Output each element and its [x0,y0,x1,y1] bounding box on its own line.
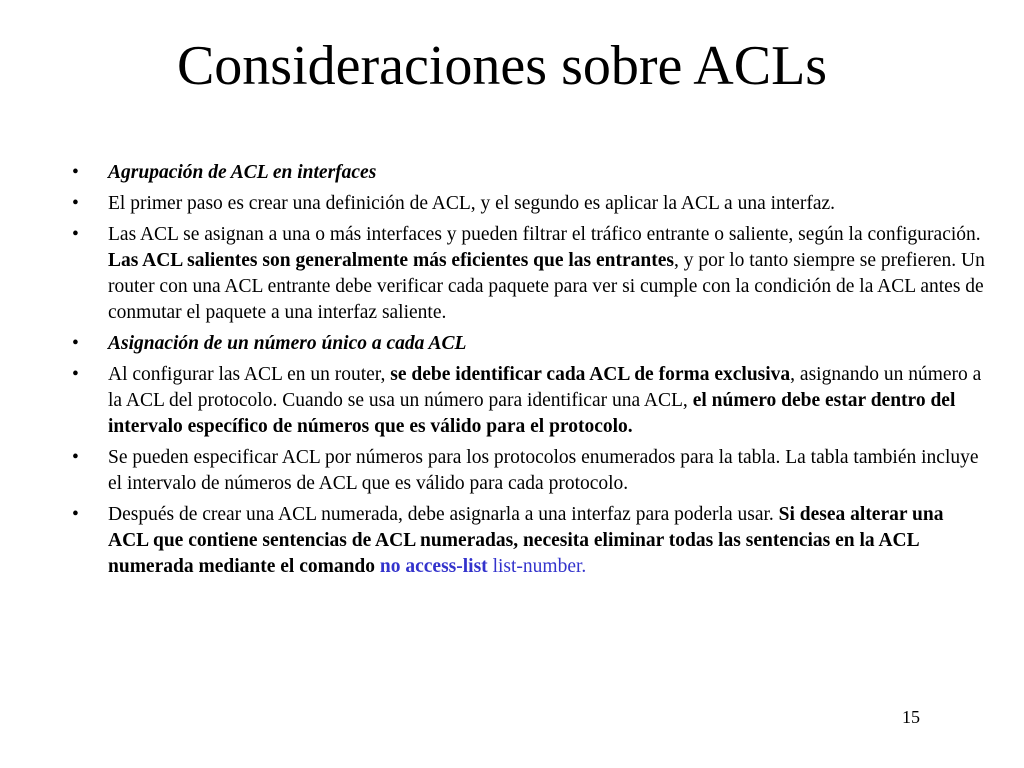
bullet-text: Se pueden especificar ACL por números para los protocolos enumerados para la tabla. La tabla también incluye el intervalo de números de ACL que es válido para cada protocolo. [108,447,979,494]
command-argument: list-number. [487,556,587,577]
bullet-item [70,222,985,326]
bullet-list [70,160,985,585]
bullet-text: , asignando un número a la ACL del protocolo. Cuando se usa un número para identificar una ACL, [108,364,982,411]
bullet-heading: Asignación de un número único a cada ACL [108,333,467,354]
bullet-item [70,445,985,497]
bullet-emphasis: se debe identificar cada ACL de forma exclusiva [390,364,791,385]
command-keyword: no access-list [379,556,488,577]
bullet-emphasis: el número debe estar dentro del intervalo específico de números que es válido para el protocolo. [108,390,956,437]
bullet-emphasis: Las ACL salientes son generalmente más eficientes que las entrantes [108,250,674,271]
bullet-item [70,331,985,357]
bullet-emphasis: Si desea alterar una ACL que contiene sentencias de ACL numeradas, necesita eliminar todas las sentencias en la ACL numerada mediante el comando [108,504,944,577]
bullet-item [70,191,985,217]
bullet-text: Después de crear una ACL numerada, debe asignarla a una interfaz para poderla usar. [108,504,779,525]
bullet-text: Las ACL se asignan a una o más interfaces y pueden filtrar el tráfico entrante o saliente, según la configuración. [108,224,981,245]
bullet-heading: Agrupación de ACL en interfaces [108,162,377,183]
bullet-text: Al configurar las ACL en un router, [108,364,391,385]
page-number: 15 [902,707,920,727]
bullet-item [70,160,985,186]
bullet-item [70,362,985,440]
slide-title: Consideraciones sobre ACLs [176,35,828,97]
bullet-text: El primer paso es crear una definición de ACL, y el segundo es aplicar la ACL a una interfaz. [108,193,836,214]
bullet-item [70,502,985,580]
bullet-text: , y por lo tanto siempre se prefieren. Un router con una ACL entrante debe verificar cada paquete para ver si cumple con la condición de la ACL antes de conmutar el paquete a una interfaz saliente. [108,250,985,323]
